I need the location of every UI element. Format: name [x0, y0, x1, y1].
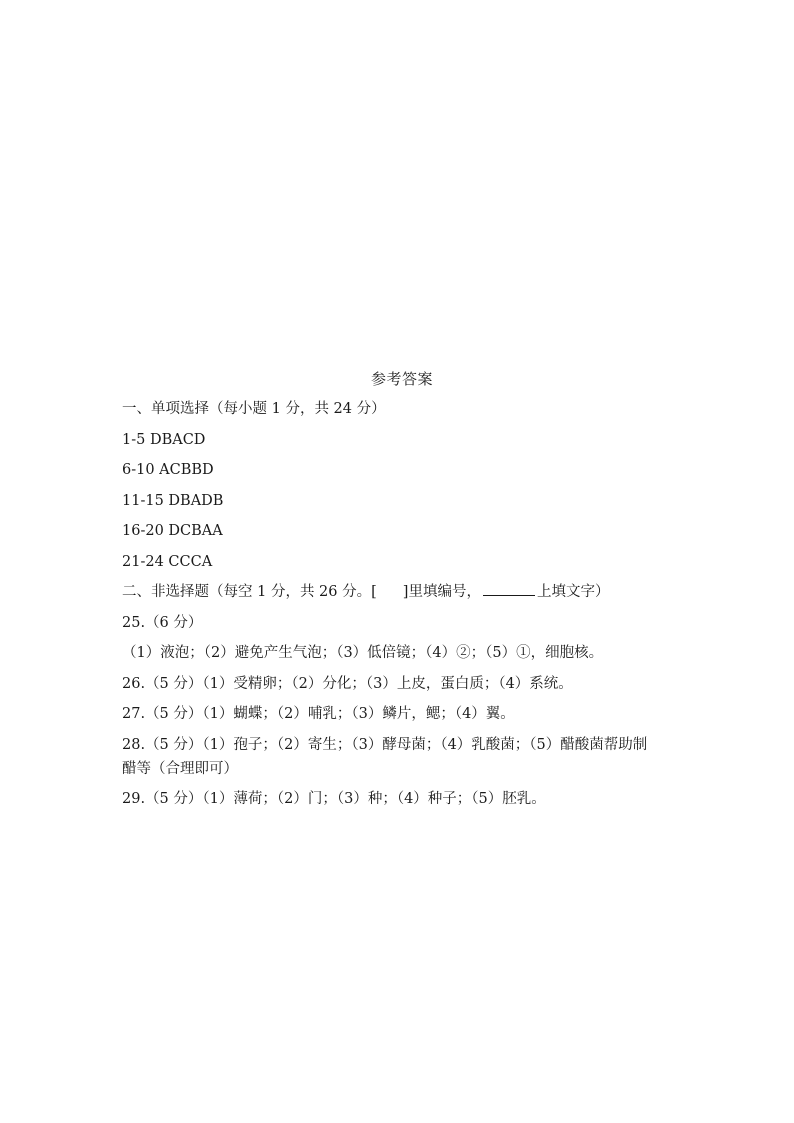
answer-11-15: 11-15 DBADB [122, 492, 224, 509]
answer-content [122, 368, 682, 819]
page-title: 参考答案 [370, 370, 433, 388]
q26-answer: 26.（5 分）（1）受精卵；（2）分化；（3）上皮，蛋白质；（4）系统。 [122, 675, 573, 692]
answer-21-24: 21-24 CCCA [122, 553, 213, 570]
section2-heading-part1: 二、非选择题（每空 1 分，共 26 分。[ [122, 584, 377, 600]
answer-6-10: 6-10 ACBBD [122, 462, 214, 478]
section2-heading-part2: ]里填编号， [402, 584, 481, 600]
answer-16-20: 16-20 DCBAA [122, 523, 223, 539]
q25-answer: （1）液泡；（2）避免产生气泡；（3）低倍镜；（4）②；（5）①，细胞核。 [122, 645, 604, 661]
q28-answer-line1: 28.（5 分）（1）孢子；（2）寄生；（3）酵母菌；（4）乳酸菌；（5）醋酸菌帮助制 [122, 736, 648, 753]
q28-answer-line2: 醋等（合理即可） [122, 760, 238, 777]
q27-answer: 27.（5 分）（1）蝴蝶；（2）哺乳；（3）鳞片，鳃；（4）翼。 [122, 706, 515, 722]
q29-answer: 29.（5 分）（1）薄荷；（2）门；（3）种；（4）种子；（5）胚乳。 [122, 791, 546, 807]
answer-1-5: 1-5 DBACD [122, 431, 206, 448]
section1-heading: 一、单项选择（每小题 1 分，共 24 分） [122, 401, 386, 417]
section2-heading-part3: 上填文字） [536, 584, 610, 600]
section2-heading [122, 581, 682, 603]
q25-heading: 25.（6 分） [122, 614, 203, 631]
fill-blank-line [483, 581, 535, 596]
